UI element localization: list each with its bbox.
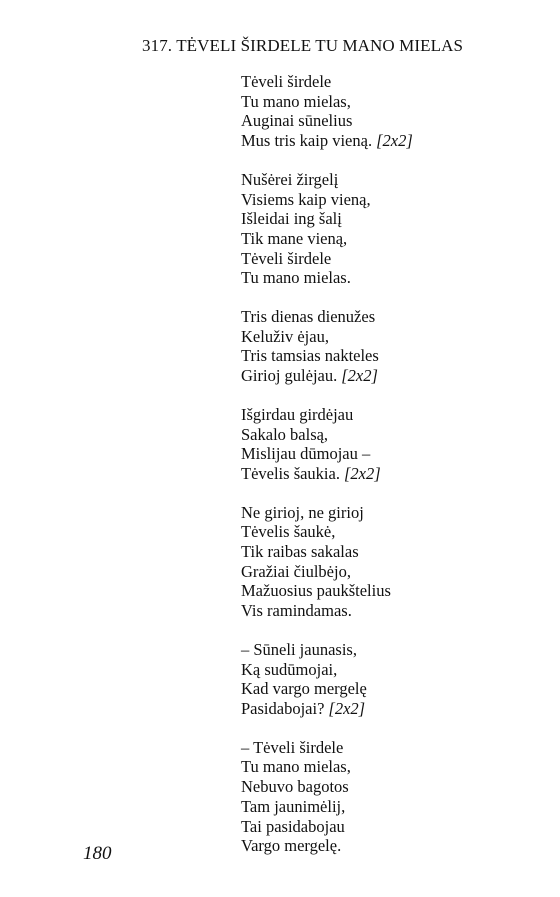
poem-line-text: Tai pasidabojau [241,816,345,836]
poem-line-text: Visiems kaip vieną, [241,189,371,209]
poem-line [241,111,541,131]
poem-line [241,797,541,817]
poem-line [241,836,541,856]
stanza [241,738,541,856]
poem-line-text: Nebuvo bagotos [241,777,349,797]
poem-line [241,522,541,542]
poem-line [241,229,541,249]
stanza [241,170,541,288]
poem-line [241,464,541,484]
poem-line [241,738,541,758]
poem-line [241,503,541,523]
poem-line-text: – Sūneli jaunasis, [241,639,357,659]
poem-line [241,817,541,837]
poem-line-text: Mus tris kaip vieną. [241,131,373,151]
stanza [241,405,541,484]
page-title: 317. TĖVELI ŠIRDELE TU MANO MIELAS [142,36,464,55]
poem-line [241,601,541,621]
poem-line-text: Auginai sūnelius [241,111,353,131]
poem-line-text: Išleidai ing šalį [241,209,342,229]
poem-line-text: Tu mano mielas, [241,91,351,111]
page-number: 180 [83,843,112,864]
poem-line-text: Vis ramindamas. [241,601,352,621]
poem-line [241,542,541,562]
poem-line [241,366,541,386]
refrain-marker: [2x2] [376,131,413,151]
poem-body [241,72,541,875]
poem-line-text: Ne girioj, ne girioj [241,502,364,522]
poem-line [241,640,541,660]
poem-line-text: Girioj gulėjau. [241,366,338,386]
poem-line-text: Tam jaunimėlij, [241,796,346,816]
refrain-marker: [2x2] [341,366,378,386]
poem-line-text: Tris dienas dienužes [241,307,376,327]
poem-line-text: Tėvelis šaukia. [241,463,340,483]
poem-line-text: Gražiai čiulbėjo, [241,561,351,581]
poem-line [241,777,541,797]
poem-line-text: Tris tamsias nakteles [241,346,379,366]
poem-line-text: Tik mane vieną, [241,228,348,248]
poem-line [241,581,541,601]
poem-line-text: Sakalo balsą, [241,424,329,444]
poem-line [241,249,541,269]
stanza [241,503,541,621]
stanza [241,307,541,386]
poem-line [241,307,541,327]
poem-line-text: Tu mano mielas, [241,757,351,777]
poem-line-text: Išgirdau girdėjau [241,404,354,424]
poem-line [241,268,541,288]
stanza [241,640,541,719]
poem-line [241,170,541,190]
poem-line-text: Kad vargo mergelę [241,679,367,699]
poem-line-text: Tėvelis šaukė, [241,522,336,542]
poem-line [241,131,541,151]
poem-line [241,679,541,699]
poem-line [241,405,541,425]
poem-line-text: Nušėrei žirgelį [241,169,339,189]
poem-line [241,327,541,347]
poem-line [241,660,541,680]
stanza [241,72,541,151]
refrain-marker: [2x2] [328,698,366,718]
poem-line [241,562,541,582]
poem-line [241,190,541,210]
poem-line-text: Mislijau dūmojau – [241,444,371,464]
poem-line [241,699,541,719]
poem-line-text: Ką sudūmojai, [241,659,338,679]
poem-line [241,757,541,777]
poem-line-text: Vargo mergelę. [241,836,342,856]
poem-line-text: Tu mano mielas. [241,268,351,288]
poem-line-text: Pasidabojai? [241,698,325,718]
refrain-marker: [2x2] [343,463,381,483]
poem-line-text: – Tėveli širdele [241,737,344,757]
poem-line-text: Tėveli širdele [241,248,332,268]
poem-line [241,425,541,445]
poem-line [241,72,541,92]
poem-line-text: Tik raibas sakalas [241,542,359,562]
poem-line [241,209,541,229]
poem-line-text: Mažuosius paukštelius [241,581,391,601]
poem-line-text: Tėveli širdele [241,72,332,91]
poem-line [241,92,541,112]
poem-line [241,346,541,366]
poem-line-text: Keluživ ėjau, [241,326,329,346]
poem-line [241,444,541,464]
